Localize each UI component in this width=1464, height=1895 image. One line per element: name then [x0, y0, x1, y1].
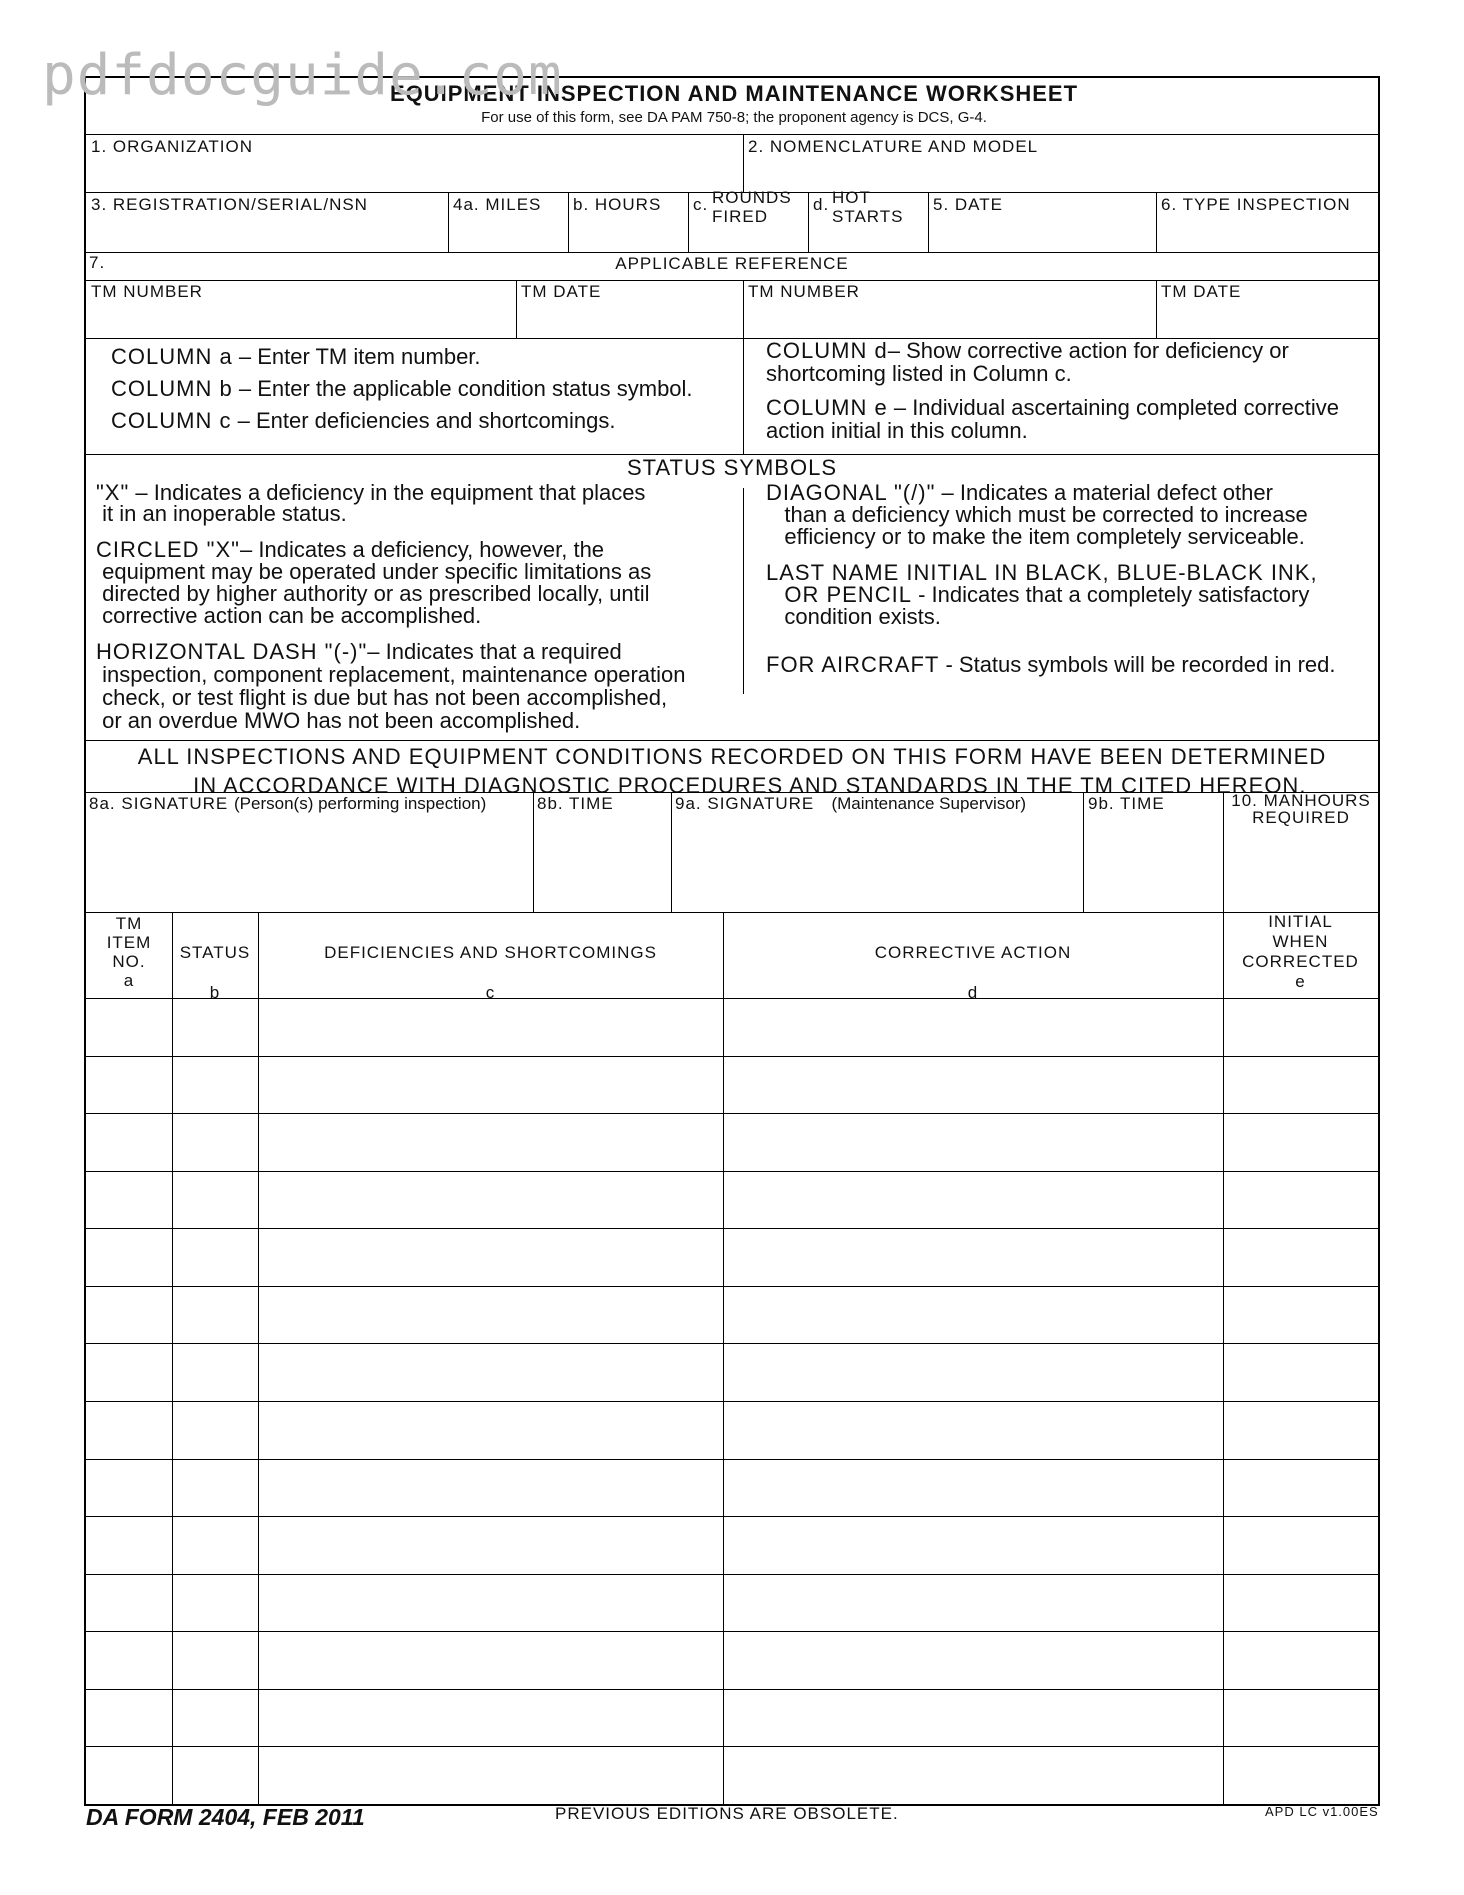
reference-number-label: 7. — [89, 253, 106, 272]
status-cell[interactable] — [174, 1576, 256, 1630]
organization-label: 1. ORGANIZATION — [91, 137, 254, 156]
deficiency-cell[interactable] — [260, 1230, 721, 1284]
miles-label: 4a. MILES — [453, 195, 542, 214]
hot-starts-prefix: d. — [813, 195, 830, 214]
corrective-action-cell[interactable] — [725, 1576, 1221, 1630]
item-no-cell[interactable] — [88, 1518, 170, 1572]
tm-number-label-2: TM NUMBER — [748, 282, 860, 301]
initial-cell[interactable] — [1225, 1345, 1376, 1399]
initial-cell[interactable] — [1225, 1058, 1376, 1112]
deficiency-cell[interactable] — [260, 1461, 721, 1515]
status-cell[interactable] — [174, 1058, 256, 1112]
status-symbol-last-name-initial: LAST NAME INITIAL IN BLACK, BLUE-BLACK INK, OR PENCIL - Indicates that a completely satisfactory condition exists. — [766, 560, 1318, 629]
status-cell[interactable] — [174, 1518, 256, 1572]
status-symbol-circled-x: CIRCLED "X"– Indicates a deficiency, however, the equipment may be operated under specific limitations as directed by higher authority or as prescribed locally, until corrective action can be accomplished. — [96, 537, 652, 628]
time-8b-field[interactable] — [535, 816, 670, 911]
status-cell[interactable] — [174, 1173, 256, 1227]
column-a-header: TM ITEM NO. a — [106, 914, 152, 990]
date-field[interactable] — [930, 215, 1155, 251]
corrective-action-cell[interactable] — [725, 1748, 1221, 1802]
status-cell[interactable] — [174, 1691, 256, 1745]
item-no-cell[interactable] — [88, 1230, 170, 1284]
initial-cell[interactable] — [1225, 1288, 1376, 1342]
status-cell[interactable] — [174, 1633, 256, 1687]
deficiency-cell[interactable] — [260, 1576, 721, 1630]
corrective-action-cell[interactable] — [725, 1058, 1221, 1112]
corrective-action-cell[interactable] — [725, 1403, 1221, 1457]
rounds-fired-field[interactable] — [690, 228, 807, 251]
corrective-action-cell[interactable] — [725, 1461, 1221, 1515]
row-divider — [86, 1689, 1378, 1690]
column-b-header: STATUS b — [179, 943, 251, 1002]
initial-cell[interactable] — [1225, 1691, 1376, 1745]
status-symbol-aircraft: FOR AIRCRAFT - Status symbols will be recorded in red. — [766, 652, 1336, 677]
instruction-column-d: COLUMN d– Show corrective action for deficiency or shortcoming listed in Column c. — [766, 338, 1289, 386]
tm-number-field-1[interactable] — [87, 302, 515, 337]
row-divider — [86, 1516, 1378, 1517]
hours-label: b. HOURS — [573, 195, 662, 214]
corrective-action-cell[interactable] — [725, 1691, 1221, 1745]
status-cell[interactable] — [174, 1748, 256, 1802]
initial-cell[interactable] — [1225, 1461, 1376, 1515]
form-subtitle: For use of this form, see DA PAM 750-8; the proponent agency is DCS, G-4. — [481, 109, 987, 126]
deficiency-cell[interactable] — [260, 1115, 721, 1169]
initial-cell[interactable] — [1225, 1173, 1376, 1227]
certification-statement: ALL INSPECTIONS AND EQUIPMENT CONDITIONS RECORDED ON THIS FORM HAVE BEEN DETERMINED IN ACCORDANCE WITH DIAGNOSTIC PROCEDURES AND STANDARDS IN THE TM CITED HEREON. — [137, 744, 1327, 798]
row-divider — [86, 1401, 1378, 1402]
item-no-cell[interactable] — [88, 1461, 170, 1515]
organization-field[interactable] — [87, 156, 741, 190]
applicable-reference-heading: APPLICABLE REFERENCE — [615, 254, 849, 273]
miles-field[interactable] — [450, 215, 567, 251]
item-no-cell[interactable] — [88, 1345, 170, 1399]
instruction-column-c: COLUMN c – Enter deficiencies and shortcomings. — [111, 408, 616, 433]
row-divider — [86, 1746, 1378, 1747]
deficiency-cell[interactable] — [260, 1173, 721, 1227]
item-no-cell[interactable] — [88, 1748, 170, 1802]
corrective-action-cell[interactable] — [725, 1173, 1221, 1227]
hot-starts-label-line2: STARTS — [832, 207, 904, 226]
manhours-field[interactable] — [1225, 828, 1376, 911]
item-no-cell[interactable] — [88, 1173, 170, 1227]
obsolete-notice: PREVIOUS EDITIONS ARE OBSOLETE. — [555, 1804, 899, 1823]
tm-date-field-1[interactable] — [518, 302, 742, 337]
initial-cell[interactable] — [1225, 1748, 1376, 1802]
status-cell[interactable] — [174, 1288, 256, 1342]
tm-date-field-2[interactable] — [1158, 302, 1376, 337]
status-cell[interactable] — [174, 1000, 256, 1054]
row-divider — [86, 1459, 1378, 1460]
form-id: DA FORM 2404, FEB 2011 — [86, 1804, 365, 1830]
row-divider — [86, 1228, 1378, 1229]
signature-8a-field[interactable] — [87, 816, 532, 911]
deficiency-cell[interactable] — [260, 1058, 721, 1112]
signature-9a-field[interactable] — [673, 816, 1082, 911]
initial-cell[interactable] — [1225, 1000, 1376, 1054]
item-no-cell[interactable] — [88, 1633, 170, 1687]
status-symbols-heading: STATUS SYMBOLS — [626, 455, 837, 480]
instruction-column-e: COLUMN e – Individual ascertaining completed corrective action initial in this column. — [766, 395, 1339, 443]
deficiency-cell[interactable] — [260, 1518, 721, 1572]
initial-cell[interactable] — [1225, 1518, 1376, 1572]
item-no-cell[interactable] — [88, 1288, 170, 1342]
corrective-action-cell[interactable] — [725, 1115, 1221, 1169]
item-no-cell[interactable] — [88, 1691, 170, 1745]
rounds-prefix: c. — [693, 195, 709, 214]
registration-field[interactable] — [87, 215, 447, 251]
item-no-cell[interactable] — [88, 1000, 170, 1054]
initial-cell[interactable] — [1225, 1230, 1376, 1284]
status-cell[interactable] — [174, 1115, 256, 1169]
corrective-action-cell[interactable] — [725, 1633, 1221, 1687]
corrective-action-cell[interactable] — [725, 1230, 1221, 1284]
item-no-cell[interactable] — [88, 1403, 170, 1457]
tm-number-label-1: TM NUMBER — [91, 282, 203, 301]
deficiency-cell[interactable] — [260, 1633, 721, 1687]
initial-cell[interactable] — [1225, 1115, 1376, 1169]
deficiency-cell[interactable] — [260, 1403, 721, 1457]
time-9b-field[interactable] — [1085, 816, 1222, 911]
tm-date-label-2: TM DATE — [1161, 282, 1242, 301]
instruction-column-a: COLUMN a – Enter TM item number. — [111, 344, 481, 369]
hours-field[interactable] — [570, 215, 687, 251]
column-e-header: INITIAL WHEN CORRECTED e — [1242, 912, 1359, 991]
status-cell[interactable] — [174, 1461, 256, 1515]
status-symbol-horizontal-dash: HORIZONTAL DASH "(-)"– Indicates that a required inspection, component replacement, maintenance operation check, or test flight is due but has not been accomplished, or an overdue MWO has not been accomplished. — [96, 639, 686, 733]
column-d-header: CORRECTIVE ACTION d — [874, 943, 1072, 1002]
watermark: pdfdocguide.com — [42, 43, 563, 108]
tm-number-field-2[interactable] — [745, 302, 1155, 337]
row-divider — [86, 1631, 1378, 1632]
initial-cell[interactable] — [1225, 1576, 1376, 1630]
item-no-cell[interactable] — [88, 1115, 170, 1169]
deficiency-cell[interactable] — [260, 1345, 721, 1399]
inspection-form — [84, 76, 1380, 1806]
initial-cell[interactable] — [1225, 1403, 1376, 1457]
corrective-action-cell[interactable] — [725, 1000, 1221, 1054]
deficiency-cell[interactable] — [260, 1000, 721, 1054]
deficiency-cell[interactable] — [260, 1288, 721, 1342]
manhours-label: 10. MANHOURS REQUIRED — [1231, 791, 1371, 827]
type-inspection-label: 6. TYPE INSPECTION — [1161, 195, 1351, 214]
version-code: APD LC v1.00ES — [1265, 1804, 1379, 1819]
status-cell[interactable] — [174, 1345, 256, 1399]
corrective-action-cell[interactable] — [725, 1288, 1221, 1342]
deficiency-cell[interactable] — [260, 1691, 721, 1745]
status-cell[interactable] — [174, 1403, 256, 1457]
row-divider — [86, 1574, 1378, 1575]
date-label: 5. DATE — [933, 195, 1003, 214]
status-cell[interactable] — [174, 1230, 256, 1284]
corrective-action-cell[interactable] — [725, 1345, 1221, 1399]
nomenclature-field[interactable] — [745, 156, 1375, 190]
form-title: EQUIPMENT INSPECTION AND MAINTENANCE WORKSHEET — [389, 81, 1079, 106]
status-symbol-diagonal: DIAGONAL "(/)" – Indicates a material defect other than a deficiency which must be corrected to increase efficiency or to make the item completely serviceable. — [766, 480, 1308, 549]
instruction-column-b: COLUMN b – Enter the applicable condition status symbol. — [111, 376, 693, 401]
row-divider — [86, 1343, 1378, 1344]
row-divider — [86, 1056, 1378, 1057]
registration-label: 3. REGISTRATION/SERIAL/NSN — [91, 195, 368, 214]
nomenclature-label: 2. NOMENCLATURE AND MODEL — [748, 137, 1039, 156]
corrective-action-cell[interactable] — [725, 1518, 1221, 1572]
time-8b-label: 8b. TIME — [537, 794, 614, 813]
column-c-header: DEFICIENCIES AND SHORTCOMINGS c — [324, 943, 657, 1002]
deficiency-cell[interactable] — [260, 1748, 721, 1802]
tm-date-label-1: TM DATE — [521, 282, 602, 301]
hot-starts-label-line1: HOT — [832, 188, 871, 207]
hot-starts-field[interactable] — [810, 228, 927, 251]
type-inspection-field[interactable] — [1158, 215, 1376, 251]
signature-8a-label: 8a. SIGNATURE (Person(s) performing inspection) — [89, 794, 487, 813]
item-no-cell[interactable] — [88, 1576, 170, 1630]
row-divider — [86, 1286, 1378, 1287]
time-9b-label: 9b. TIME — [1088, 794, 1165, 813]
status-symbol-x: "X" – Indicates a deficiency in the equipment that places it in an inoperable status. — [96, 480, 646, 526]
signature-9a-label: 9a. SIGNATURE (Maintenance Supervisor) — [675, 794, 1027, 813]
rounds-label-line1: ROUNDS — [712, 188, 792, 207]
row-divider — [86, 1171, 1378, 1172]
item-no-cell[interactable] — [88, 1058, 170, 1112]
initial-cell[interactable] — [1225, 1633, 1376, 1687]
rounds-label-line2: FIRED — [712, 207, 768, 226]
row-divider — [86, 1113, 1378, 1114]
